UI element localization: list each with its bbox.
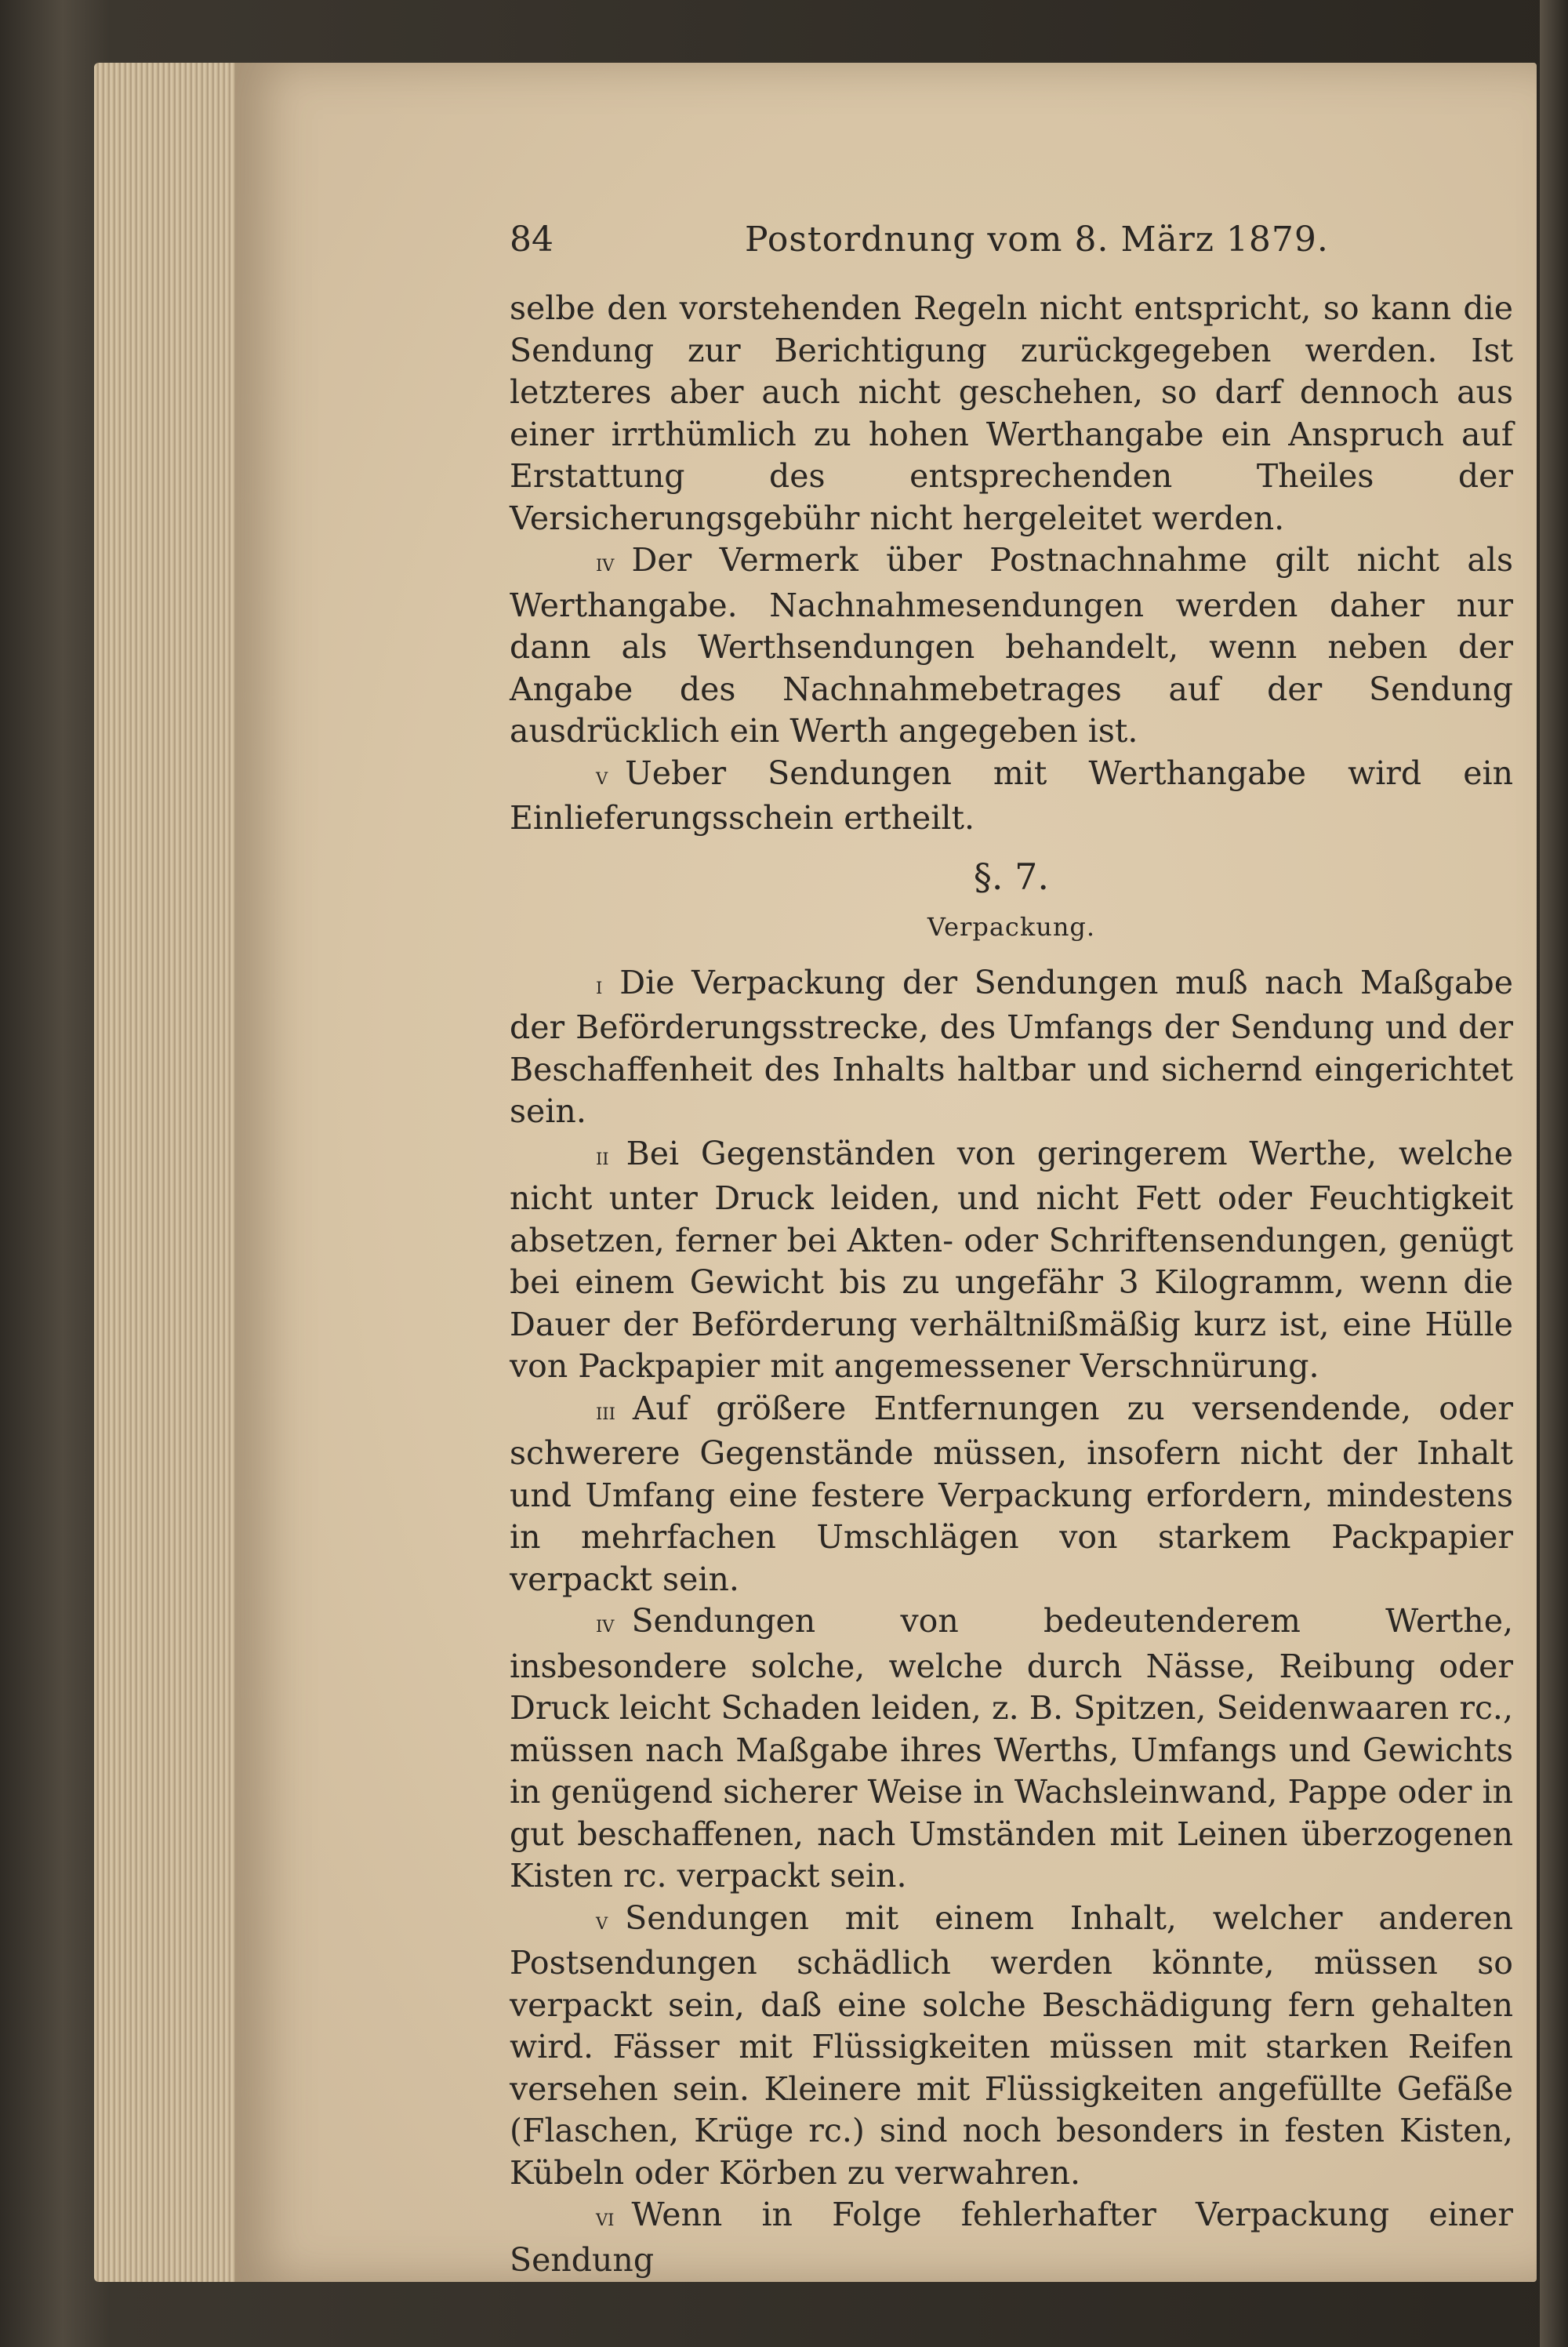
section-heading: §. 7. [973, 855, 1050, 898]
paragraph-number: v [596, 1907, 608, 1935]
paragraph-number: vi [596, 2204, 615, 2232]
paragraph-number: ii [596, 1143, 609, 1171]
paragraph-text: Wenn in Folge fehlerhafter Verpackung einer Sendung [510, 2196, 1513, 2279]
page-edges [94, 63, 251, 2282]
paragraph-text: Sendungen mit einem Inhalt, welcher anderen Postsendungen schädlich werden könnte, müssen so verpackt sein, daß eine solche Beschädigung fern gehalten wird. Fässer mit Flüssigkeiten müssen mit starken Reifen versehen sein. Kleinere mit Flüssigkeiten angefüllte Gefäße (Flaschen, Krüge rc.) sind noch besonders in festen Kisten, Kübeln oder Körben zu verwahren. [510, 1898, 1513, 2192]
paragraph-text: Der Vermerk über Postnachnahme gilt nicht als Werthangabe. Nachnahmesendungen werden daher nur dann als Werthsendungen behandelt, wenn neben der Angabe des Nachnahmebetrages auf der Sendung ausdrücklich ein Werth angegeben ist. [510, 541, 1513, 750]
paragraph-number: v [596, 762, 608, 790]
paragraph-vi [510, 2194, 1513, 2281]
paragraph-number: iv [596, 550, 615, 577]
paragraph-text: Ueber Sendungen mit Werthangabe wird ein Einlieferungsschein ertheilt. [510, 754, 1513, 837]
paragraph-iv-a [510, 540, 1513, 753]
page-header [510, 220, 1513, 260]
paragraph-v-a [510, 753, 1513, 840]
paragraph-i [510, 962, 1513, 1133]
book-cover-edge [1540, 0, 1568, 2347]
page-number: 84 [510, 220, 554, 260]
paragraph-text: Die Verpackung der Sendungen muß nach Maßgabe der Beförderungsstrecke, des Umfangs der Sendung und der Beschaffenheit des Inhalts haltbar und sichernd eingerichtet sein. [510, 963, 1513, 1130]
paragraph-number: i [596, 972, 603, 1000]
paragraph-number: iv [596, 1611, 615, 1638]
paragraph-number: iii [596, 1397, 615, 1426]
section-subtitle: Verpackung. [927, 911, 1096, 942]
paragraph-text: Sendungen von bedeutenderem Werthe, insbesondere solche, welche durch Nässe, Reibung oder Druck leicht Schaden leiden, z. B. Spitzen, Seidenwaaren rc., müssen nach Maßgabe ihres Werths, Umfangs und Gewichts in genügend sicherer Weise in Wachsleinwand, Pappe oder in gut beschaffenen, nach Umständen mit Leinen überzogenen Kisten rc. verpackt sein. [510, 1602, 1513, 1895]
running-title: Postordnung vom 8. März 1879. [745, 220, 1329, 260]
paragraph-text: Bei Gegenständen von geringerem Werthe, welche nicht unter Druck leiden, und nicht Fett oder Feuchtigkeit absetzen, ferner bei Akten- oder Schriftensendungen, genügt bei einem Gewicht bis zu ungefähr 3 Kilogramm, wenn die Dauer der Beförderung verhältnißmäßig kurz ist, eine Hülle von Packpapier mit angemessener Verschnürung. [510, 1134, 1513, 1385]
paragraph-iii [510, 1388, 1513, 1601]
page-text [510, 220, 1513, 2281]
paragraph-text: Auf größere Entfernungen zu versendende, oder schwerere Gegenstände müssen, insofern nicht der Inhalt und Umfang eine festere Verpackung erfordern, mindestens in mehrfachen Umschlägen von starkem Packpapier verpackt sein. [510, 1389, 1513, 1598]
continuation-paragraph: selbe den vorstehenden Regeln nicht entspricht, so kann die Sendung zur Berichtigung zurückgegeben werden. Ist letzteres aber auch nicht geschehen, so darf dennoch aus einer irrthümlich zu hohen Werthangabe ein Anspruch auf Erstattung des entsprechenden Theiles der Versicherungsgebühr nicht hergeleitet werden. [510, 289, 1513, 537]
paragraph-v-b [510, 1898, 1513, 2195]
paragraph-iv-b [510, 1600, 1513, 1898]
paragraph-ii [510, 1133, 1513, 1388]
